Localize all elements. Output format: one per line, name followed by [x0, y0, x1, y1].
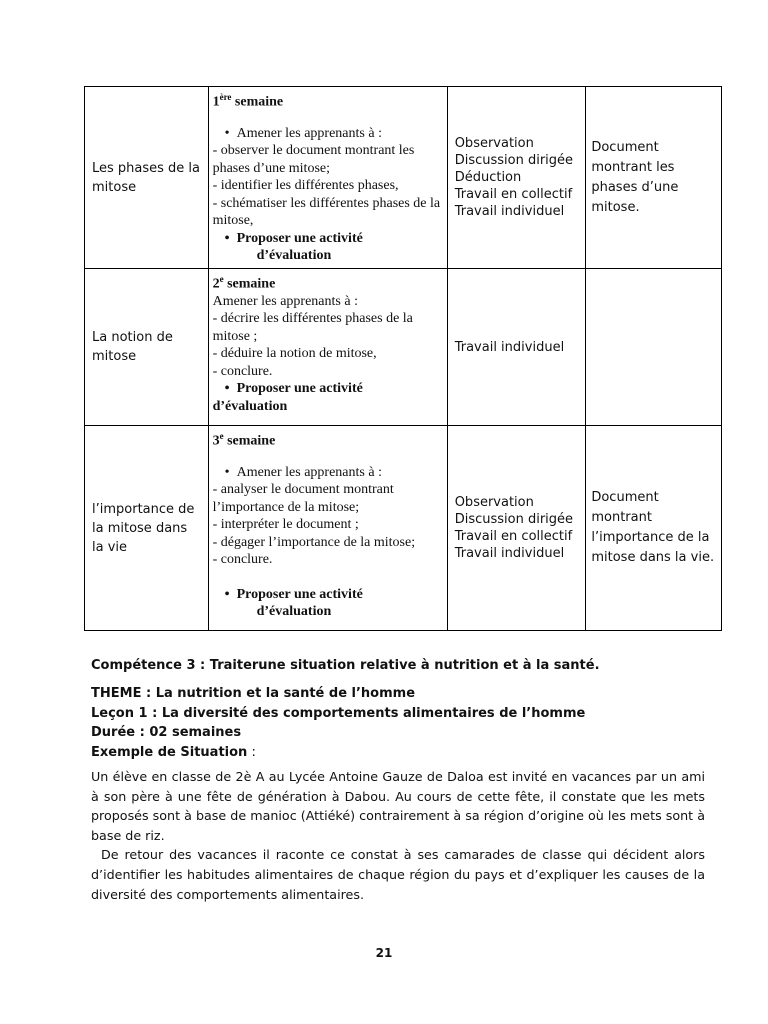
lesson-header: [91, 684, 705, 762]
situation-paragraph: De retour des vacances il raconte ce constat à ses camarades de classe qui décident alors d’identifier les habitudes alimentaires de chaque région du pays et d’expliquer les causes de la diversité des comportements alimentaires.: [91, 847, 705, 902]
activity-task: - décrire les différentes phases de la mitose ;: [212, 311, 413, 344]
row-material: Document montrant l’importance de la mitose dans la vie.: [586, 426, 722, 631]
duration-line: Durée : 02 semaines: [91, 725, 242, 740]
row-activities: [208, 269, 447, 426]
evaluation-line: • Proposer une activité: [213, 586, 443, 603]
activity-task: - analyser le document montrant l’importance de la mitose;: [212, 482, 394, 515]
situation-label: Exemple de Situation :: [91, 744, 256, 760]
activity-task: - dégager l’importance de la mitose;: [212, 534, 416, 550]
table-row: [85, 87, 722, 269]
week-heading: 3e semaine: [212, 431, 276, 449]
week-heading: 1ère semaine: [212, 92, 284, 110]
evaluation-line: • Proposer une activité: [213, 230, 443, 247]
week-heading: 2e semaine: [212, 274, 276, 292]
lesson-line: Leçon 1 : La diversité des comportements alimentaires de l’homme: [91, 705, 586, 721]
evaluation-line: • Proposer une activité: [213, 380, 443, 397]
row-strategies: Travail individuel: [447, 269, 586, 426]
activity-task: - déduire la notion de mitose,: [212, 346, 377, 362]
row-activities: [208, 87, 447, 269]
competence-heading: Compétence 3 : Traiterune situation relative à nutrition et à la santé.: [91, 658, 600, 673]
activity-task: - interpréter le document ;: [212, 517, 359, 533]
activity-task: - identifier les différentes phases,: [212, 178, 399, 194]
theme-line: THEME : La nutrition et la santé de l’homme: [91, 686, 416, 701]
activity-task: - schématiser les différentes phases de la mitose,: [212, 195, 441, 229]
activity-intro: • Amener les apprenants à :: [213, 125, 443, 142]
evaluation-line-cont: d’évaluation: [256, 247, 332, 263]
evaluation-line-cont: d’évaluation: [256, 603, 332, 619]
activity-intro: • Amener les apprenants à :: [213, 464, 443, 481]
evaluation-line-cont: d’évaluation: [212, 398, 288, 414]
row-topic: La notion de mitose: [85, 269, 209, 426]
activity-task: - observer le document montrant les phases d’une mitose;: [212, 143, 415, 176]
activity-intro: Amener les apprenants à :: [212, 294, 358, 310]
table-row: [85, 269, 722, 426]
row-material: [586, 269, 722, 426]
row-topic: l’importance de la mitose dans la vie: [85, 426, 209, 631]
activity-task: - conclure.: [212, 552, 273, 568]
activity-task: - conclure.: [212, 363, 273, 379]
row-strategies: Observation Discussion dirigée Déduction Travail en collectif Travail individuel: [447, 87, 586, 269]
progression-table: [84, 86, 722, 631]
situation-text: [91, 767, 705, 904]
row-topic: Les phases de la mitose: [85, 87, 209, 269]
table-row: [85, 426, 722, 631]
row-activities: [208, 426, 447, 631]
row-material: Document montrant les phases d’une mitose.: [586, 87, 722, 269]
row-strategies: Observation Discussion dirigée Travail en collectif Travail individuel: [447, 426, 586, 631]
situation-paragraph: Un élève en classe de 2è A au Lycée Antoine Gauze de Daloa est invité en vacances par un ami à son père à une fête de génération à Dabou. Au cours de cette fête, il constate que les mets proposés sont à base de manioc (Attiéké) contrairement à sa région d’origine où les mets sont à base de riz.: [91, 769, 705, 843]
page-number: 21: [375, 946, 393, 960]
